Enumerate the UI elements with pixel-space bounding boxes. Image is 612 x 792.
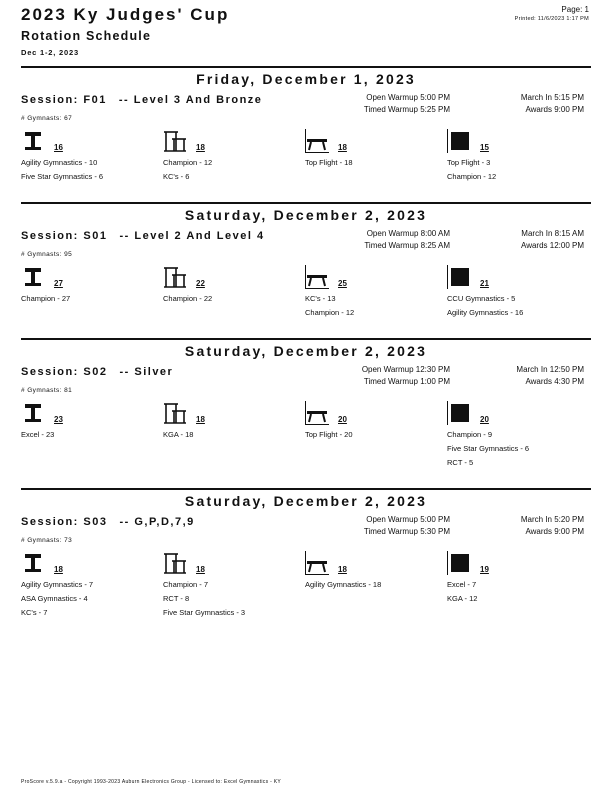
team-list <box>21 580 161 622</box>
report-title: 2023 Ky Judges' Cup <box>21 5 230 24</box>
event-column <box>163 551 303 622</box>
event-gymnast-count: 18 <box>338 565 347 574</box>
march-in: March In 5:15 PM <box>520 93 584 102</box>
footer-copyright: ProScore v.5.9.a - Copyright 1993-2023 Auburn Electronics Group - Licensed to: Excel Gymnastics - KY <box>21 779 282 785</box>
floor-exercise-icon <box>447 265 471 289</box>
team-list <box>21 430 161 444</box>
team-entry: KGA - 18 <box>163 430 194 439</box>
session-level: -- Level 2 And Level 4 <box>119 230 265 242</box>
event-gymnast-count: 18 <box>196 143 205 152</box>
team-entry: RCT - 5 <box>447 458 474 467</box>
march-in: March In 8:15 AM <box>521 229 584 238</box>
gymnast-count: # Gymnasts: 67 <box>21 115 73 122</box>
session-block <box>21 338 591 474</box>
team-entry: KC's - 7 <box>21 608 48 617</box>
gymnast-count: # Gymnasts: 95 <box>21 251 73 258</box>
event-gymnast-count: 15 <box>480 143 489 152</box>
team-entry: Five Star Gymnastics - 6 <box>21 172 104 181</box>
team-entry: Top Flight - 3 <box>447 158 491 167</box>
section-divider <box>21 488 591 490</box>
event-gymnast-count: 18 <box>338 143 347 152</box>
team-list <box>163 158 303 186</box>
section-divider <box>21 66 591 68</box>
event-header <box>305 551 445 577</box>
event-gymnast-count: 20 <box>338 415 347 424</box>
floor-exercise-icon <box>447 129 471 153</box>
session-id: Session: S03 <box>21 516 108 528</box>
team-entry: KC's - 13 <box>305 294 336 303</box>
team-entry: Agility Gymnastics - 18 <box>305 580 382 589</box>
team-entry: Agility Gymnastics - 7 <box>21 580 94 589</box>
event-gymnast-count: 25 <box>338 279 347 288</box>
event-gymnast-count: 23 <box>54 415 63 424</box>
balance-beam-icon <box>305 401 329 425</box>
event-header <box>21 401 161 427</box>
balance-beam-icon <box>305 129 329 153</box>
open-warmup: Open Warmup 8:00 AM <box>366 229 450 238</box>
team-entry: Excel - 7 <box>447 580 477 589</box>
day-title: Friday, December 1, 2023 <box>196 71 416 87</box>
team-entry: Champion - 12 <box>305 308 355 317</box>
event-column <box>21 129 161 186</box>
session-label <box>21 366 173 378</box>
vault-icon <box>21 129 45 153</box>
event-header <box>163 265 303 291</box>
session-block <box>21 202 591 338</box>
event-column <box>21 401 161 444</box>
floor-exercise-icon <box>447 551 471 575</box>
team-entry: Champion - 12 <box>447 172 497 181</box>
vault-icon <box>21 551 45 575</box>
open-warmup: Open Warmup 5:00 PM <box>366 93 450 102</box>
printed-timestamp: Printed: 11/6/2023 1:17 PM <box>514 16 589 22</box>
uneven-bars-icon <box>163 401 187 425</box>
event-header <box>305 265 445 291</box>
event-gymnast-count: 16 <box>54 143 63 152</box>
awards-time: Awards 9:00 PM <box>525 527 584 536</box>
timed-warmup: Timed Warmup 8:25 AM <box>364 241 450 250</box>
balance-beam-icon <box>305 265 329 289</box>
timed-warmup: Timed Warmup 5:30 PM <box>363 527 450 536</box>
team-list <box>305 580 445 594</box>
session-level: -- Silver <box>119 366 174 378</box>
session-level: -- Level 3 And Bronze <box>118 94 263 106</box>
event-column <box>447 551 587 608</box>
session-label <box>21 94 262 106</box>
event-gymnast-count: 21 <box>480 279 489 288</box>
day-title: Saturday, December 2, 2023 <box>184 207 428 223</box>
event-column <box>447 265 587 322</box>
event-column <box>447 401 587 472</box>
team-entry: Champion - 27 <box>21 294 71 303</box>
event-column <box>305 551 445 594</box>
team-entry: Champion - 7 <box>163 580 209 589</box>
event-header <box>21 551 161 577</box>
team-list <box>163 294 303 308</box>
timed-warmup: Timed Warmup 1:00 PM <box>363 377 450 386</box>
team-entry: KGA - 12 <box>447 594 478 603</box>
team-list <box>447 158 587 186</box>
report-dates: Dec 1-2, 2023 <box>21 48 79 57</box>
awards-time: Awards 12:00 PM <box>521 241 584 250</box>
event-gymnast-count: 19 <box>480 565 489 574</box>
event-column <box>21 551 161 622</box>
session-id: Session: S02 <box>21 366 108 378</box>
floor-exercise-icon <box>447 401 471 425</box>
team-entry: Top Flight - 18 <box>305 158 353 167</box>
team-entry: Excel - 23 <box>21 430 55 439</box>
event-gymnast-count: 22 <box>196 279 205 288</box>
session-id: Session: S01 <box>21 230 108 242</box>
session-block <box>21 488 591 624</box>
event-header <box>447 265 587 291</box>
march-in: March In 12:50 PM <box>516 365 584 374</box>
event-header <box>447 129 587 155</box>
event-gymnast-count: 20 <box>480 415 489 424</box>
team-entry: Top Flight - 20 <box>305 430 353 439</box>
gymnast-count: # Gymnasts: 73 <box>21 537 73 544</box>
event-gymnast-count: 18 <box>54 565 63 574</box>
page-number: Page: 1 <box>561 5 589 14</box>
balance-beam-icon <box>305 551 329 575</box>
uneven-bars-icon <box>163 265 187 289</box>
event-header <box>163 401 303 427</box>
team-entry: RCT - 8 <box>163 594 190 603</box>
vault-icon <box>21 401 45 425</box>
event-header <box>163 129 303 155</box>
team-list <box>163 580 303 622</box>
event-header <box>305 401 445 427</box>
uneven-bars-icon <box>163 129 187 153</box>
event-column <box>305 265 445 322</box>
event-gymnast-count: 18 <box>196 415 205 424</box>
session-block <box>21 66 591 202</box>
day-title: Saturday, December 2, 2023 <box>184 493 428 509</box>
team-entry: Five Star Gymnastics - 3 <box>163 608 246 617</box>
team-entry: Champion - 9 <box>447 430 493 439</box>
event-column <box>163 265 303 308</box>
team-list <box>447 580 587 608</box>
team-entry: KC's - 6 <box>163 172 190 181</box>
event-gymnast-count: 27 <box>54 279 63 288</box>
march-in: March In 5:20 PM <box>520 515 584 524</box>
event-header <box>21 129 161 155</box>
team-entry: Five Star Gymnastics - 6 <box>447 444 530 453</box>
team-list <box>21 158 161 186</box>
section-divider <box>21 338 591 340</box>
event-column <box>163 401 303 444</box>
event-header <box>447 551 587 577</box>
team-list <box>163 430 303 444</box>
event-column <box>163 129 303 186</box>
event-column <box>305 401 445 444</box>
team-entry: Champion - 22 <box>163 294 213 303</box>
vault-icon <box>21 265 45 289</box>
team-list <box>305 430 445 444</box>
team-entry: Agility Gymnastics - 10 <box>21 158 98 167</box>
team-entry: Champion - 12 <box>163 158 213 167</box>
team-list <box>21 294 161 308</box>
uneven-bars-icon <box>163 551 187 575</box>
open-warmup: Open Warmup 12:30 PM <box>361 365 450 374</box>
team-entry: CCU Gymnastics - 5 <box>447 294 516 303</box>
team-entry: ASA Gymnastics - 4 <box>21 594 88 603</box>
session-id: Session: F01 <box>21 94 107 106</box>
team-list <box>305 158 445 172</box>
event-column <box>21 265 161 308</box>
team-entry: Agility Gymnastics - 16 <box>447 308 524 317</box>
event-column <box>305 129 445 172</box>
event-header <box>447 401 587 427</box>
awards-time: Awards 9:00 PM <box>525 105 584 114</box>
session-label <box>21 516 195 528</box>
section-divider <box>21 202 591 204</box>
gymnast-count: # Gymnasts: 81 <box>21 387 73 394</box>
event-header <box>163 551 303 577</box>
event-header <box>305 129 445 155</box>
team-list <box>305 294 445 322</box>
awards-time: Awards 4:30 PM <box>525 377 584 386</box>
session-label <box>21 230 265 242</box>
session-level: -- G,P,D,7,9 <box>119 516 195 528</box>
team-list <box>447 430 587 472</box>
timed-warmup: Timed Warmup 5:25 PM <box>363 105 450 114</box>
open-warmup: Open Warmup 5:00 PM <box>366 515 450 524</box>
event-header <box>21 265 161 291</box>
event-column <box>447 129 587 186</box>
team-list <box>447 294 587 322</box>
report-subtitle: Rotation Schedule <box>21 29 152 43</box>
day-title: Saturday, December 2, 2023 <box>184 343 428 359</box>
event-gymnast-count: 18 <box>196 565 205 574</box>
